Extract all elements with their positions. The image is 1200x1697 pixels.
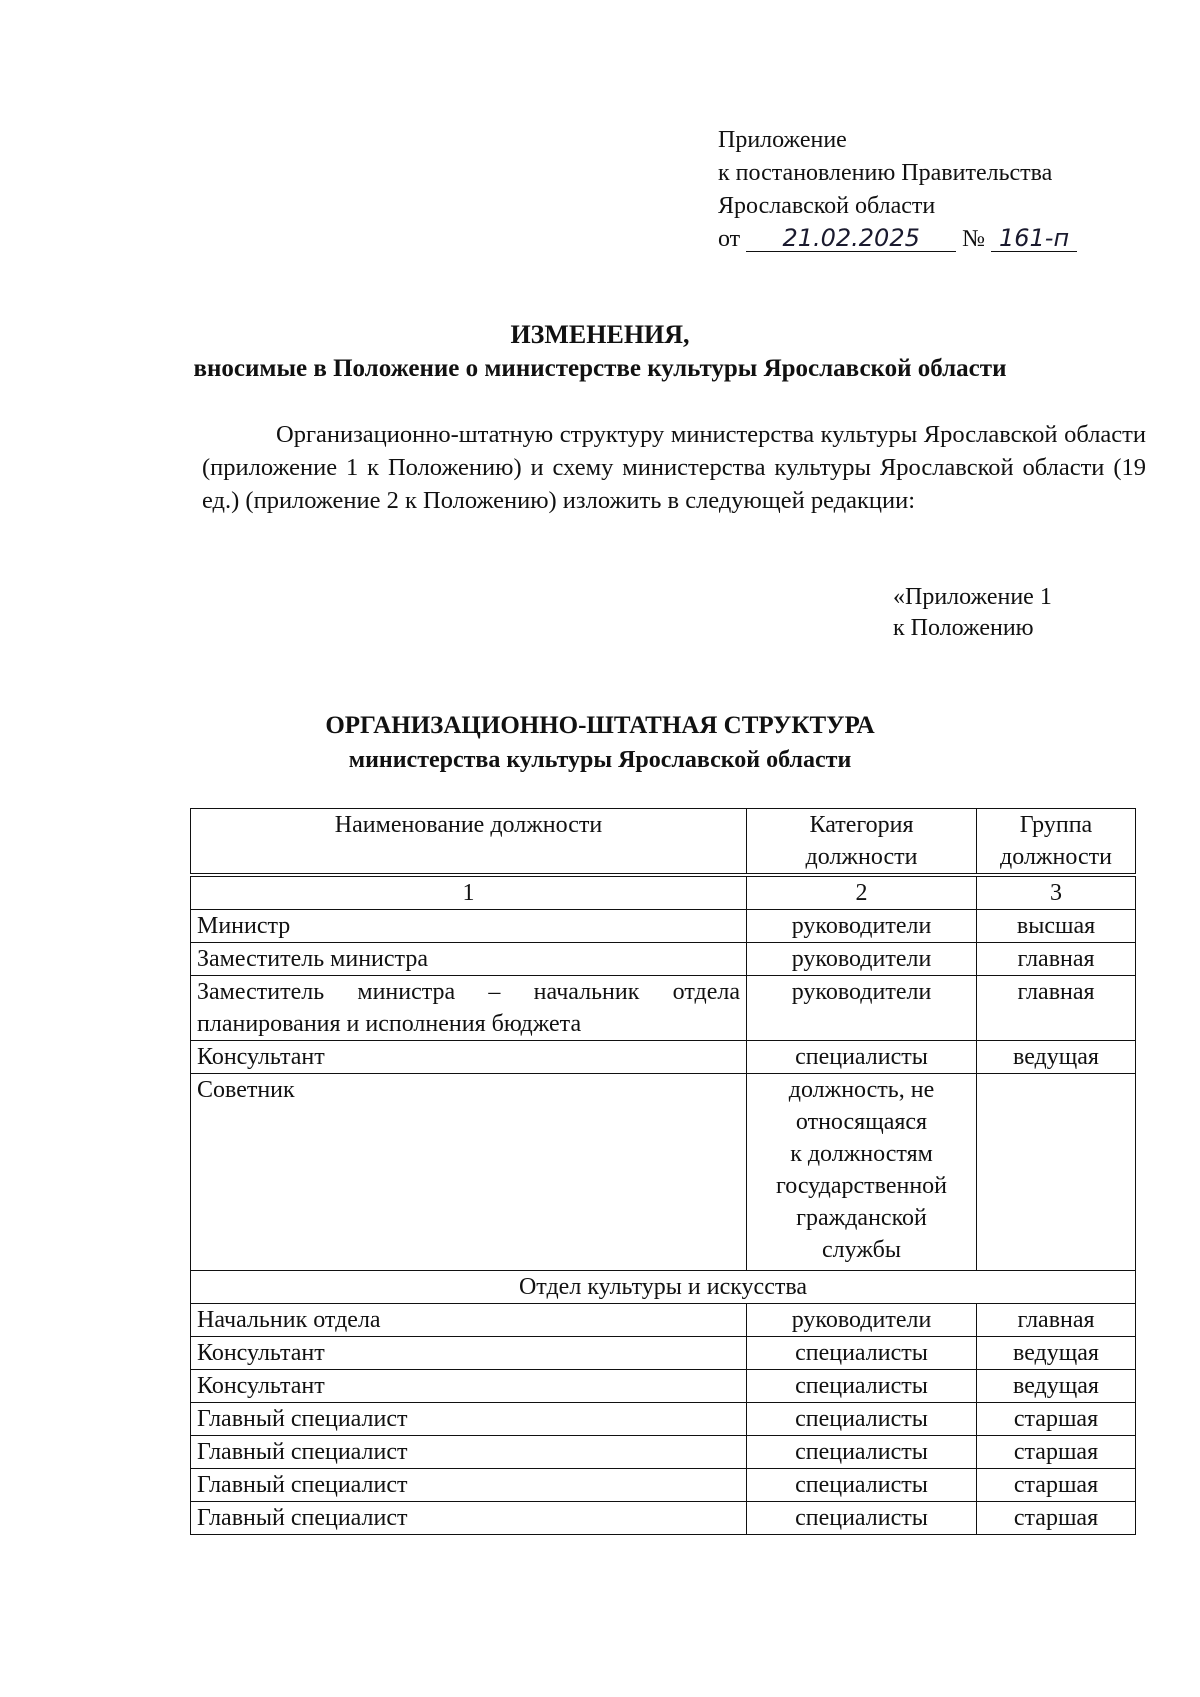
header-category-l1: Категория xyxy=(809,812,914,838)
position-group: высшая xyxy=(977,910,1136,943)
table-row xyxy=(191,1469,1136,1502)
position-group: старшая xyxy=(977,1502,1136,1535)
position-group: ведущая xyxy=(977,1041,1136,1074)
header-line-resolution: к постановлению Правительства xyxy=(718,160,1053,186)
position-category: специалисты xyxy=(747,1370,977,1403)
position-name: Министр xyxy=(191,910,747,943)
position-group: ведущая xyxy=(977,1370,1136,1403)
position-group: ведущая xyxy=(977,1337,1136,1370)
document-header xyxy=(718,124,1077,256)
table-row xyxy=(191,910,1136,943)
header-group-l1: Группа xyxy=(1019,812,1093,838)
position-category: руководители xyxy=(747,910,977,943)
position-name: Главный специалист xyxy=(191,1469,747,1502)
section-title: Отдел культуры и искусства xyxy=(191,1271,1136,1304)
staff-structure-table xyxy=(190,808,1136,1535)
table-row xyxy=(191,1074,1136,1271)
category-line: службы xyxy=(822,1237,901,1263)
position-group: старшая xyxy=(977,1403,1136,1436)
table-row xyxy=(191,976,1136,1041)
position-name: Главный специалист xyxy=(191,1502,747,1535)
col-number: 1 xyxy=(191,877,747,910)
position-category: специалисты xyxy=(747,1041,977,1074)
header-line-region: Ярославской области xyxy=(718,193,936,219)
appendix-ref-line2: к Положению xyxy=(893,615,1034,641)
appendix-ref-line1: «Приложение 1 xyxy=(893,584,1052,610)
position-name: Консультант xyxy=(191,1370,747,1403)
position-category: руководители xyxy=(747,1304,977,1337)
header-line-appendix: Приложение xyxy=(718,127,847,153)
position-group xyxy=(977,1074,1136,1271)
table-row xyxy=(191,1502,1136,1535)
position-category: руководители xyxy=(747,943,977,976)
handwritten-number: 161-п xyxy=(991,225,1077,252)
position-category: специалисты xyxy=(747,1337,977,1370)
category-line: к должностям xyxy=(790,1141,933,1167)
position-category: специалисты xyxy=(747,1469,977,1502)
position-name: Заместитель министра – начальник отдела планирования и исполнения бюджета xyxy=(191,976,747,1041)
section-row xyxy=(191,1271,1136,1304)
table-header-row xyxy=(191,809,1136,874)
table-row xyxy=(191,1370,1136,1403)
position-group: главная xyxy=(977,1304,1136,1337)
category-line: должность, не xyxy=(788,1077,935,1103)
position-category: специалисты xyxy=(747,1403,977,1436)
position-category xyxy=(747,1074,977,1271)
column-numbers-row xyxy=(191,877,1136,910)
position-name: Консультант xyxy=(191,1041,747,1074)
header-date-number-line xyxy=(718,223,1077,256)
handwritten-date: 21.02.2025 xyxy=(746,225,956,252)
header-name: Наименование должности xyxy=(191,809,747,874)
category-line: гражданской xyxy=(796,1205,927,1231)
position-name: Главный специалист xyxy=(191,1403,747,1436)
col-number: 3 xyxy=(977,877,1136,910)
position-name: Консультант xyxy=(191,1337,747,1370)
changes-subtitle: вносимые в Положение о министерстве культуры Ярославской области xyxy=(193,355,1007,382)
changes-title: ИЗМЕНЕНИЯ, xyxy=(510,320,690,349)
position-name: Советник xyxy=(191,1074,747,1271)
table-row xyxy=(191,1403,1136,1436)
position-category: руководители xyxy=(747,976,977,1041)
date-prefix: от xyxy=(718,226,741,252)
number-prefix: № xyxy=(962,226,986,252)
header-category-l2: должности xyxy=(805,844,918,870)
table-row xyxy=(191,1304,1136,1337)
table-row xyxy=(191,1436,1136,1469)
position-group: старшая xyxy=(977,1436,1136,1469)
appendix-reference xyxy=(893,582,1052,644)
category-line: государственной xyxy=(775,1173,948,1199)
table-row xyxy=(191,1337,1136,1370)
category-line: относящаяся xyxy=(795,1109,928,1135)
position-category: специалисты xyxy=(747,1502,977,1535)
intro-paragraph: Организационно-штатную структуру министерства культуры Ярославской области (приложение 1 к Положению) и схему министерства культуры Ярославской области (19 ед.) (приложение 2 к Положению) изложить в следующей редакции: xyxy=(202,421,1146,514)
structure-subtitle: министерства культуры Ярославской области xyxy=(348,747,852,773)
position-name: Заместитель министра xyxy=(191,943,747,976)
table-row xyxy=(191,943,1136,976)
position-group: главная xyxy=(977,943,1136,976)
col-number: 2 xyxy=(747,877,977,910)
structure-title: ОРГАНИЗАЦИОННО-ШТАТНАЯ СТРУКТУРА xyxy=(325,712,875,739)
position-name: Главный специалист xyxy=(191,1436,747,1469)
table-row xyxy=(191,1041,1136,1074)
position-category: специалисты xyxy=(747,1436,977,1469)
position-group: старшая xyxy=(977,1469,1136,1502)
header-category xyxy=(747,809,977,874)
header-group-l2: должности xyxy=(1000,844,1112,870)
position-name: Начальник отдела xyxy=(191,1304,747,1337)
position-group: главная xyxy=(977,976,1136,1041)
header-group xyxy=(977,809,1136,874)
